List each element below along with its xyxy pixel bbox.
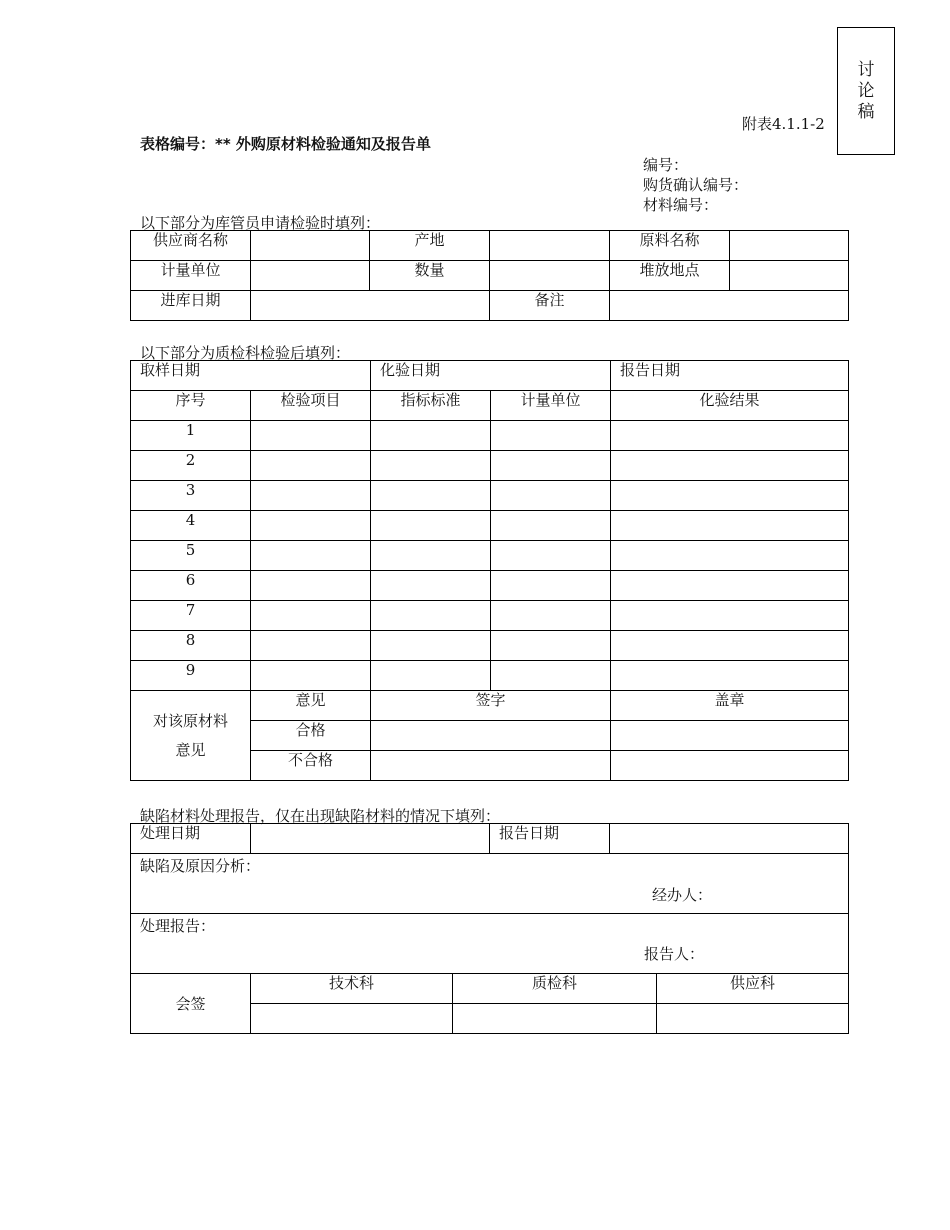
- quantity-field[interactable]: [490, 261, 610, 291]
- supplier-name-field[interactable]: [251, 231, 370, 261]
- inspection-table: [130, 360, 849, 781]
- remarks-label: 备注: [490, 291, 610, 321]
- qualified-seal-field[interactable]: [611, 721, 849, 751]
- defect-analysis-field[interactable]: [131, 854, 849, 914]
- quantity-label: 数量: [370, 261, 490, 291]
- material-code-label: 材料编号：: [643, 196, 719, 214]
- defect-report-date-field[interactable]: [610, 824, 849, 854]
- handling-date-field[interactable]: [251, 824, 490, 854]
- section1-caption: 以下部分为库管员申请检验时填列：: [140, 214, 381, 232]
- result-field[interactable]: [611, 511, 849, 541]
- result-field[interactable]: [611, 481, 849, 511]
- serial-label: 编号：: [643, 156, 689, 174]
- supply-dept-label: 供应科: [657, 974, 849, 1004]
- result-field[interactable]: [611, 571, 849, 601]
- standard-field[interactable]: [371, 571, 491, 601]
- table-row: [131, 541, 849, 571]
- handler-label: 经办人：: [652, 886, 713, 904]
- handling-report-label: 处理报告：: [140, 917, 216, 935]
- inspection-item-field[interactable]: [251, 511, 371, 541]
- row-index: 5: [131, 541, 251, 571]
- appendix-number: 附表4.1.1-2: [742, 115, 825, 133]
- standard-field[interactable]: [371, 451, 491, 481]
- unit-field[interactable]: [491, 481, 611, 511]
- opinion-group-label: [131, 691, 251, 781]
- supply-dept-sign-field[interactable]: [657, 1004, 849, 1034]
- table-row: [131, 451, 849, 481]
- origin-label: 产地: [370, 231, 490, 261]
- reporter-label: 报告人：: [644, 945, 705, 963]
- unqualified-signature-field[interactable]: [371, 751, 611, 781]
- inspection-item-field[interactable]: [251, 631, 371, 661]
- warehouse-date-field[interactable]: [251, 291, 490, 321]
- origin-field[interactable]: [490, 231, 610, 261]
- result-field[interactable]: [611, 451, 849, 481]
- handling-date-label: 处理日期: [131, 824, 251, 854]
- column-header: 化验结果: [611, 391, 849, 421]
- result-field[interactable]: [611, 601, 849, 631]
- stamp-char: 稿: [857, 101, 875, 122]
- sampling-date-cell[interactable]: 取样日期: [131, 361, 371, 391]
- inspection-item-field[interactable]: [251, 571, 371, 601]
- supplier-name-label: 供应商名称: [131, 231, 251, 261]
- table-row: [131, 511, 849, 541]
- storage-location-field[interactable]: [730, 261, 849, 291]
- result-field[interactable]: [611, 631, 849, 661]
- draft-stamp: [837, 27, 895, 155]
- qc-dept-label: 质检科: [453, 974, 657, 1004]
- storage-location-label: 堆放地点: [610, 261, 730, 291]
- standard-field[interactable]: [371, 601, 491, 631]
- material-name-field[interactable]: [730, 231, 849, 261]
- row-index: 2: [131, 451, 251, 481]
- result-field[interactable]: [611, 541, 849, 571]
- row-index: 4: [131, 511, 251, 541]
- section3-caption: 缺陷材料处理报告，仅在出现缺陷材料的情况下填列：: [140, 807, 501, 825]
- inspection-item-field[interactable]: [251, 481, 371, 511]
- inspection-item-field[interactable]: [251, 601, 371, 631]
- standard-field[interactable]: [371, 541, 491, 571]
- handling-report-field[interactable]: [131, 914, 849, 974]
- unit-field[interactable]: [491, 661, 611, 691]
- standard-field[interactable]: [371, 631, 491, 661]
- column-header: 序号: [131, 391, 251, 421]
- unit-field[interactable]: [491, 571, 611, 601]
- defect-report-date-label: 报告日期: [490, 824, 610, 854]
- defect-handling-table: [130, 823, 849, 974]
- countersign-label: 会签: [131, 974, 251, 1034]
- unit-field[interactable]: [251, 261, 370, 291]
- section2-caption: 以下部分为质检科检验后填列：: [140, 344, 351, 362]
- standard-field[interactable]: [371, 421, 491, 451]
- unit-field[interactable]: [491, 511, 611, 541]
- unit-label: 计量单位: [131, 261, 251, 291]
- unqualified-seal-field[interactable]: [611, 751, 849, 781]
- material-name-label: 原料名称: [610, 231, 730, 261]
- result-field[interactable]: [611, 421, 849, 451]
- inspection-item-field[interactable]: [251, 541, 371, 571]
- column-header: 检验项目: [251, 391, 371, 421]
- qualified-signature-field[interactable]: [371, 721, 611, 751]
- row-index: 7: [131, 601, 251, 631]
- remarks-field[interactable]: [610, 291, 849, 321]
- column-header: 计量单位: [491, 391, 611, 421]
- table-row: [131, 601, 849, 631]
- countersign-table: [130, 973, 849, 1034]
- table-row: [131, 661, 849, 691]
- seal-header: 盖章: [611, 691, 849, 721]
- unqualified-label: 不合格: [251, 751, 371, 781]
- inspection-item-field[interactable]: [251, 661, 371, 691]
- qc-dept-sign-field[interactable]: [453, 1004, 657, 1034]
- unit-field[interactable]: [491, 601, 611, 631]
- purchase-confirm-label: 购货确认编号：: [643, 176, 749, 194]
- standard-field[interactable]: [371, 511, 491, 541]
- table-row: [131, 631, 849, 661]
- unit-field[interactable]: [491, 541, 611, 571]
- signature-header: 签字: [371, 691, 611, 721]
- standard-field[interactable]: [371, 661, 491, 691]
- page-title: 表格编号：** 外购原材料检验通知及报告单: [140, 135, 431, 153]
- defect-analysis-label: 缺陷及原因分析：: [140, 857, 261, 875]
- unit-field[interactable]: [491, 451, 611, 481]
- inspection-item-field[interactable]: [251, 451, 371, 481]
- unit-field[interactable]: [491, 421, 611, 451]
- opinion-label-line2: 意见: [175, 740, 206, 759]
- opinion-header: 意见: [251, 691, 371, 721]
- table-row: [131, 481, 849, 511]
- opinion-label-line1: 对该原材料: [152, 711, 228, 730]
- qualified-label: 合格: [251, 721, 371, 751]
- request-table: [130, 230, 849, 321]
- column-header: 指标标准: [371, 391, 491, 421]
- table-row: [131, 421, 849, 451]
- row-index: 8: [131, 631, 251, 661]
- tech-dept-sign-field[interactable]: [251, 1004, 453, 1034]
- standard-field[interactable]: [371, 481, 491, 511]
- stamp-char: 讨: [857, 59, 875, 80]
- row-index: 3: [131, 481, 251, 511]
- row-index: 6: [131, 571, 251, 601]
- unit-field[interactable]: [491, 631, 611, 661]
- row-index: 1: [131, 421, 251, 451]
- result-field[interactable]: [611, 661, 849, 691]
- warehouse-date-label: 进库日期: [131, 291, 251, 321]
- tech-dept-label: 技术科: [251, 974, 453, 1004]
- table-row: [131, 571, 849, 601]
- inspection-report-date-cell[interactable]: 报告日期: [611, 361, 849, 391]
- row-index: 9: [131, 661, 251, 691]
- inspection-item-field[interactable]: [251, 421, 371, 451]
- test-date-cell[interactable]: 化验日期: [371, 361, 611, 391]
- stamp-char: 论: [857, 80, 875, 101]
